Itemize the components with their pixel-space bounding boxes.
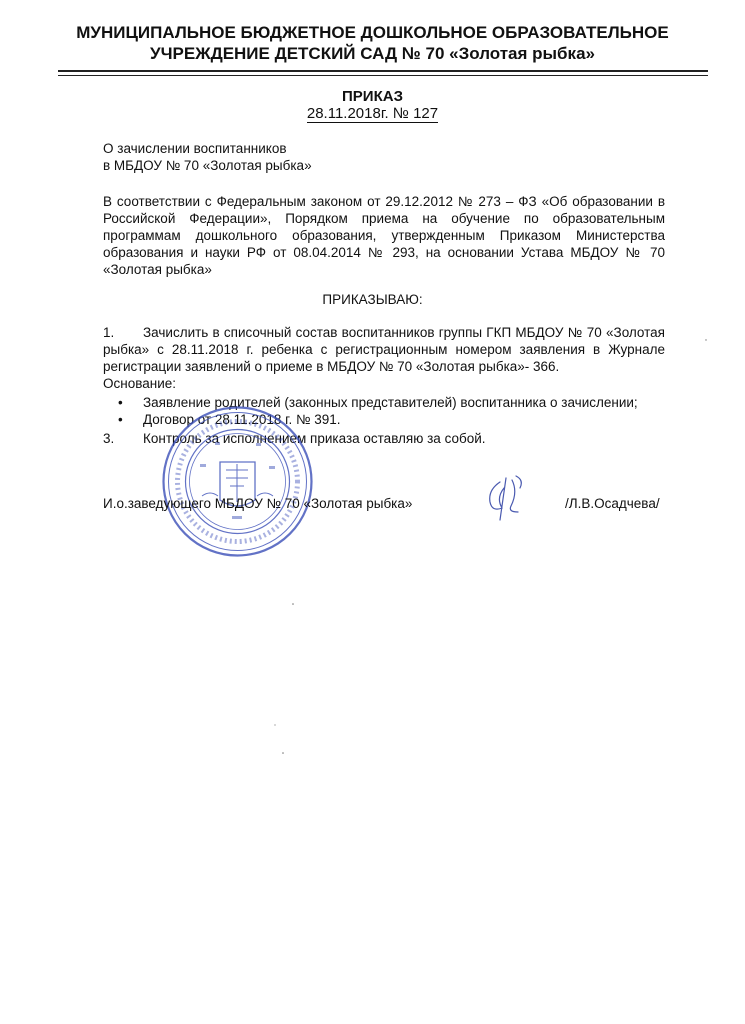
header-line-1: МУНИЦИПАЛЬНОЕ БЮДЖЕТНОЕ ДОШКОЛЬНОЕ ОБРАЗОВАТЕЛЬНОЕ <box>76 23 669 42</box>
list-item: • Договор от 28.11.2018 г. № 391. <box>118 412 341 427</box>
order-word: ПРИКАЗЫВАЮ: <box>322 292 423 307</box>
signer-name: /Л.В.Осадчева/ <box>565 496 660 511</box>
official-seal-icon <box>160 404 315 559</box>
item-3-number: 3. <box>103 431 115 446</box>
item-1-number: 1. <box>103 325 115 340</box>
basis-label: Основание: <box>103 376 176 391</box>
order-date-number <box>0 105 745 122</box>
list-item: • Заявление родителей (законных представителей) воспитанника о зачислении; <box>118 395 638 410</box>
subject-line-2: в МБДОУ № 70 «Золотая рыбка» <box>103 158 312 173</box>
order-title: ПРИКАЗ <box>342 88 403 105</box>
order-date-text: 28.11.2018г. № 127 <box>306 105 439 122</box>
item-1-text: Зачислить в списочный состав воспитанников группы ГКП МБДОУ № 70 «Золотая рыбка» с 28.11.2018 г. ребенка с регистрационным номером заявления в Журнале регистрации заявлений о приеме в МБДОУ № 70 «Золотая рыбка»- 366. <box>103 325 665 374</box>
header-divider-thin <box>58 75 708 76</box>
bullet-icon: • <box>118 412 123 427</box>
signer-position: И.о.заведующего МБДОУ № 70 «Золотая рыбка» <box>103 496 413 511</box>
header-divider-thick <box>58 70 708 72</box>
order-subject <box>103 140 312 174</box>
legal-basis-paragraph: В соответствии с Федеральным законом от 29.12.2012 № 273 – ФЗ «Об образовании в Российской Федерации», Порядком приема на обучение по образовательным программам дошкольного образования, утвержденным Приказом Министерства образования и науки РФ от 08.04.2014 № 293, на основании Устава МБДОУ № 70 «Золотая рыбка» <box>103 194 665 277</box>
order-item-1 <box>103 324 665 375</box>
header-line-2: УЧРЕЖДЕНИЕ ДЕТСКИЙ САД № 70 «Золотая рыбка» <box>150 44 595 63</box>
handwritten-signature-icon <box>478 468 538 528</box>
bullet-icon: • <box>118 395 123 410</box>
document-header <box>40 22 705 64</box>
subject-line-1: О зачислении воспитанников <box>103 141 287 156</box>
item-3-text: Контроль за исполнением приказа оставляю за собой. <box>143 431 486 446</box>
